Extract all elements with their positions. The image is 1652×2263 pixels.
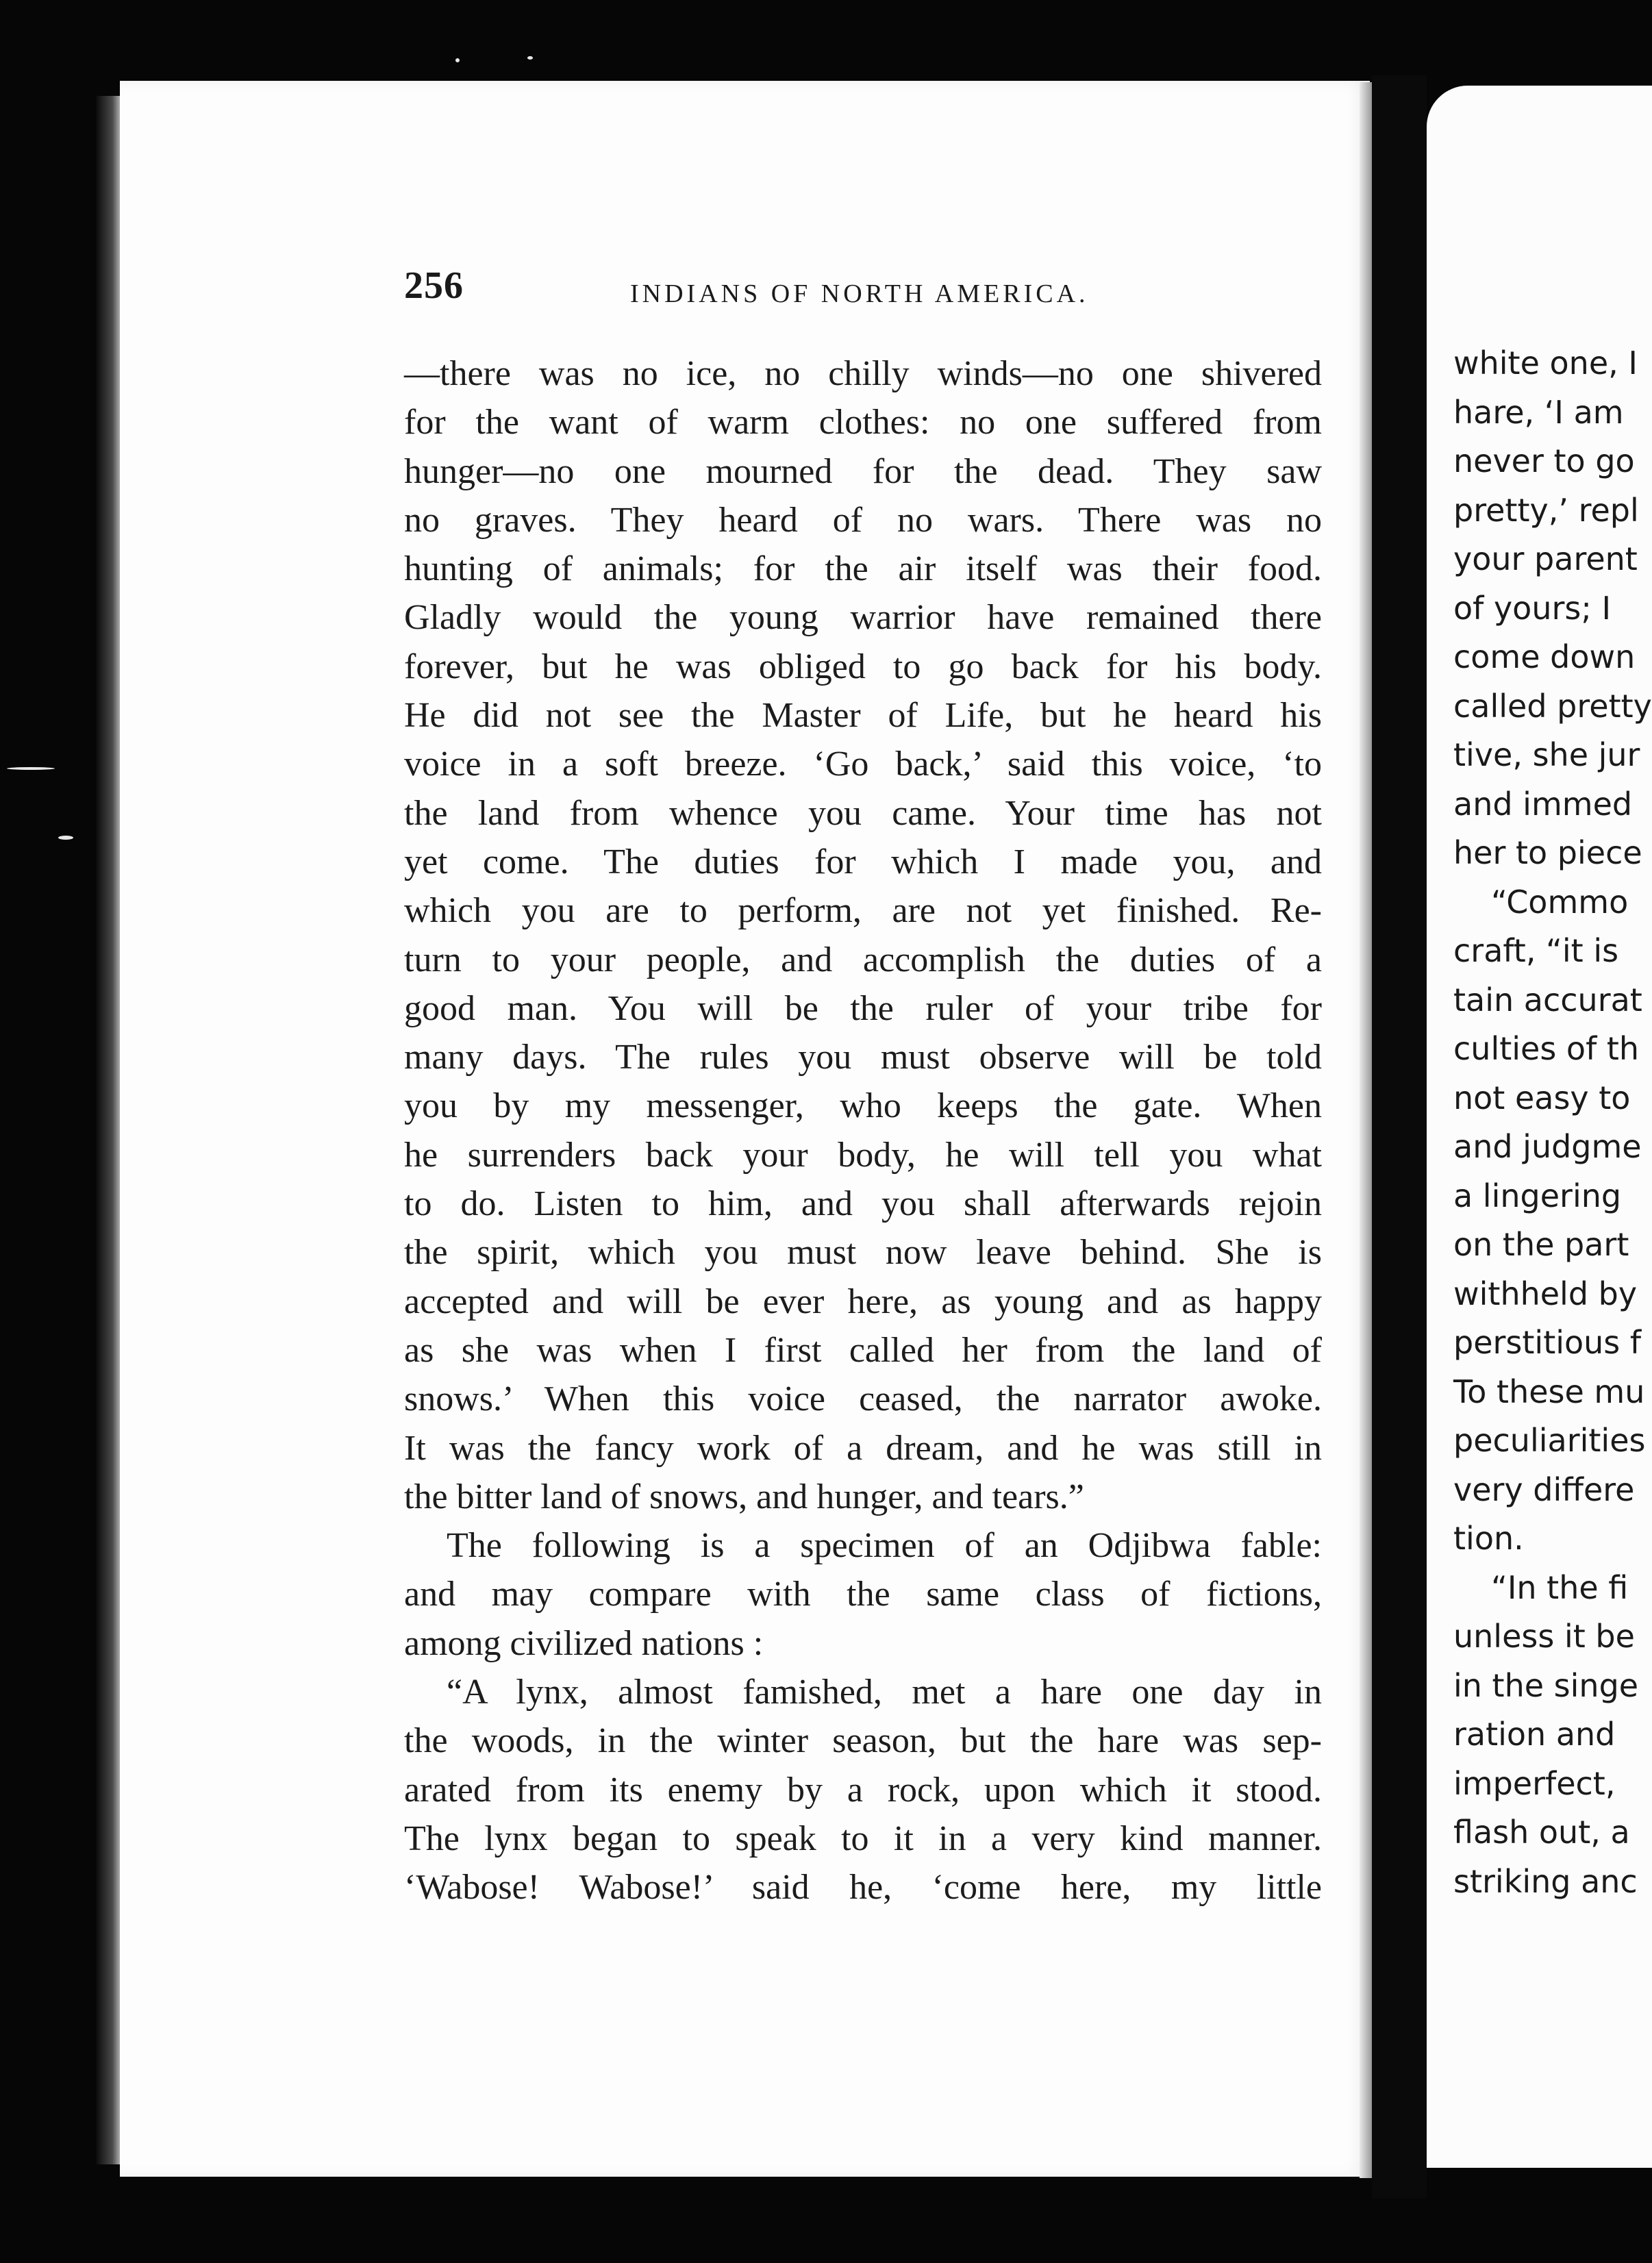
text-line: among civilized nations : bbox=[404, 1623, 764, 1663]
text-line: of yours; I bbox=[1453, 589, 1612, 627]
text-line: the land from whence you came. Your time has not bbox=[404, 793, 1322, 833]
text-line: not easy to bbox=[1453, 1079, 1631, 1116]
text-line: accepted and will be ever here, as young and as happy bbox=[404, 1281, 1322, 1321]
text-line: The following is a specimen of an Odjibwa fable: bbox=[447, 1526, 1322, 1566]
text-line: peculiarities bbox=[1453, 1422, 1646, 1459]
text-line: tive, she jur bbox=[1453, 736, 1640, 773]
text-line: striking anc bbox=[1453, 1862, 1638, 1900]
text-line: “Commo bbox=[1491, 883, 1629, 921]
gutter bbox=[1372, 75, 1427, 2199]
text-line: hare, ‘I am bbox=[1453, 393, 1624, 431]
text-line: withheld by bbox=[1453, 1275, 1638, 1312]
text-line: flash out, a bbox=[1453, 1814, 1630, 1851]
text-line: many days. The rules you must observe will be told bbox=[404, 1038, 1322, 1077]
left-page-body bbox=[404, 349, 1322, 1912]
text-line: the bitter land of snows, and hunger, and tears.” bbox=[404, 1477, 1084, 1516]
text-line: white one, I bbox=[1453, 345, 1638, 382]
text-line: yet come. The duties for which I made you, and bbox=[404, 842, 1322, 882]
text-line: imperfect, bbox=[1453, 1764, 1616, 1802]
spine-shadow bbox=[1360, 82, 1372, 2178]
text-line: your parent bbox=[1453, 540, 1638, 577]
text-line: Gladly would the young warrior have remained there bbox=[404, 598, 1322, 638]
text-line: culties of th bbox=[1453, 1030, 1640, 1067]
text-line: the spirit, which you must now leave behind. She is bbox=[404, 1233, 1322, 1273]
text-line: never to go bbox=[1453, 442, 1635, 479]
left-page-edge bbox=[96, 96, 123, 2164]
text-line: which you are to perform, are not yet finished. Re- bbox=[404, 891, 1322, 931]
page-header bbox=[404, 264, 1123, 312]
scan-speck bbox=[7, 767, 55, 770]
text-line: To these mu bbox=[1453, 1373, 1645, 1410]
page-number: 256 bbox=[404, 264, 464, 307]
text-line: turn to your people, and accomplish the duties of a bbox=[404, 940, 1322, 979]
text-line: the woods, in the winter season, but the hare was sep- bbox=[404, 1721, 1322, 1761]
running-head: INDIANS OF NORTH AMERICA. bbox=[630, 279, 1089, 308]
text-line: tain accurat bbox=[1453, 981, 1642, 1018]
text-line: perstitious f bbox=[1453, 1324, 1642, 1361]
scan-speck bbox=[455, 58, 460, 62]
text-line: pretty,’ repl bbox=[1453, 491, 1639, 529]
text-line: and may compare with the same class of fictions, bbox=[404, 1575, 1322, 1614]
text-line: good man. You will be the ruler of your tribe for bbox=[404, 988, 1322, 1028]
text-line: to do. Listen to him, and you shall afterwards rejoin bbox=[404, 1184, 1322, 1224]
text-line: ‘Wabose! Wabose!’ said he, ‘come here, my little bbox=[404, 1868, 1322, 1908]
text-line: in the singe bbox=[1453, 1666, 1639, 1704]
text-line: “A lynx, almost famished, met a hare one day in bbox=[447, 1673, 1322, 1712]
text-line: he surrenders back your body, he will tell you what bbox=[404, 1135, 1322, 1175]
text-line: “In the fi bbox=[1491, 1568, 1629, 1606]
text-line: snows.’ When this voice ceased, the narrator awoke. bbox=[404, 1379, 1322, 1419]
text-line: The lynx began to speak to it in a very kind manner. bbox=[404, 1818, 1322, 1858]
text-line: come down bbox=[1453, 638, 1636, 675]
text-line: her to piece bbox=[1453, 834, 1642, 871]
text-line: for the want of warm clothes: no one suffered from bbox=[404, 403, 1322, 442]
text-line: on the part bbox=[1453, 1226, 1629, 1263]
text-line: forever, but he was obliged to go back for his body. bbox=[404, 647, 1322, 686]
text-line: voice in a soft breeze. ‘Go back,’ said this voice, ‘to bbox=[404, 745, 1322, 784]
text-line: arated from its enemy by a rock, upon which it stood. bbox=[404, 1770, 1322, 1810]
text-line: called pretty bbox=[1453, 687, 1652, 725]
right-page-body bbox=[1453, 339, 1652, 1906]
text-line: a lingering bbox=[1453, 1177, 1622, 1214]
text-line: and judgme bbox=[1453, 1128, 1642, 1165]
text-line: —there was no ice, no chilly winds—no one shivered bbox=[404, 354, 1322, 393]
text-line: tion. bbox=[1453, 1520, 1524, 1557]
text-line: hunting of animals; for the air itself was their food. bbox=[404, 549, 1322, 589]
text-line: craft, “it is bbox=[1453, 932, 1619, 969]
text-line: you by my messenger, who keeps the gate. When bbox=[404, 1086, 1322, 1126]
text-line: and immed bbox=[1453, 785, 1633, 823]
text-line: as she was when I first called her from the land of bbox=[404, 1330, 1322, 1370]
text-line: very differe bbox=[1453, 1471, 1635, 1508]
scan-speck bbox=[58, 836, 73, 840]
text-line: no graves. They heard of no wars. There was no bbox=[404, 500, 1322, 540]
text-line: He did not see the Master of Life, but he heard his bbox=[404, 696, 1322, 736]
text-line: It was the fancy work of a dream, and he was still in bbox=[404, 1428, 1322, 1468]
text-line: ration and bbox=[1453, 1716, 1616, 1753]
text-line: unless it be bbox=[1453, 1618, 1635, 1655]
scan-speck bbox=[527, 56, 533, 60]
text-line: hunger—no one mourned for the dead. They saw bbox=[404, 451, 1322, 491]
